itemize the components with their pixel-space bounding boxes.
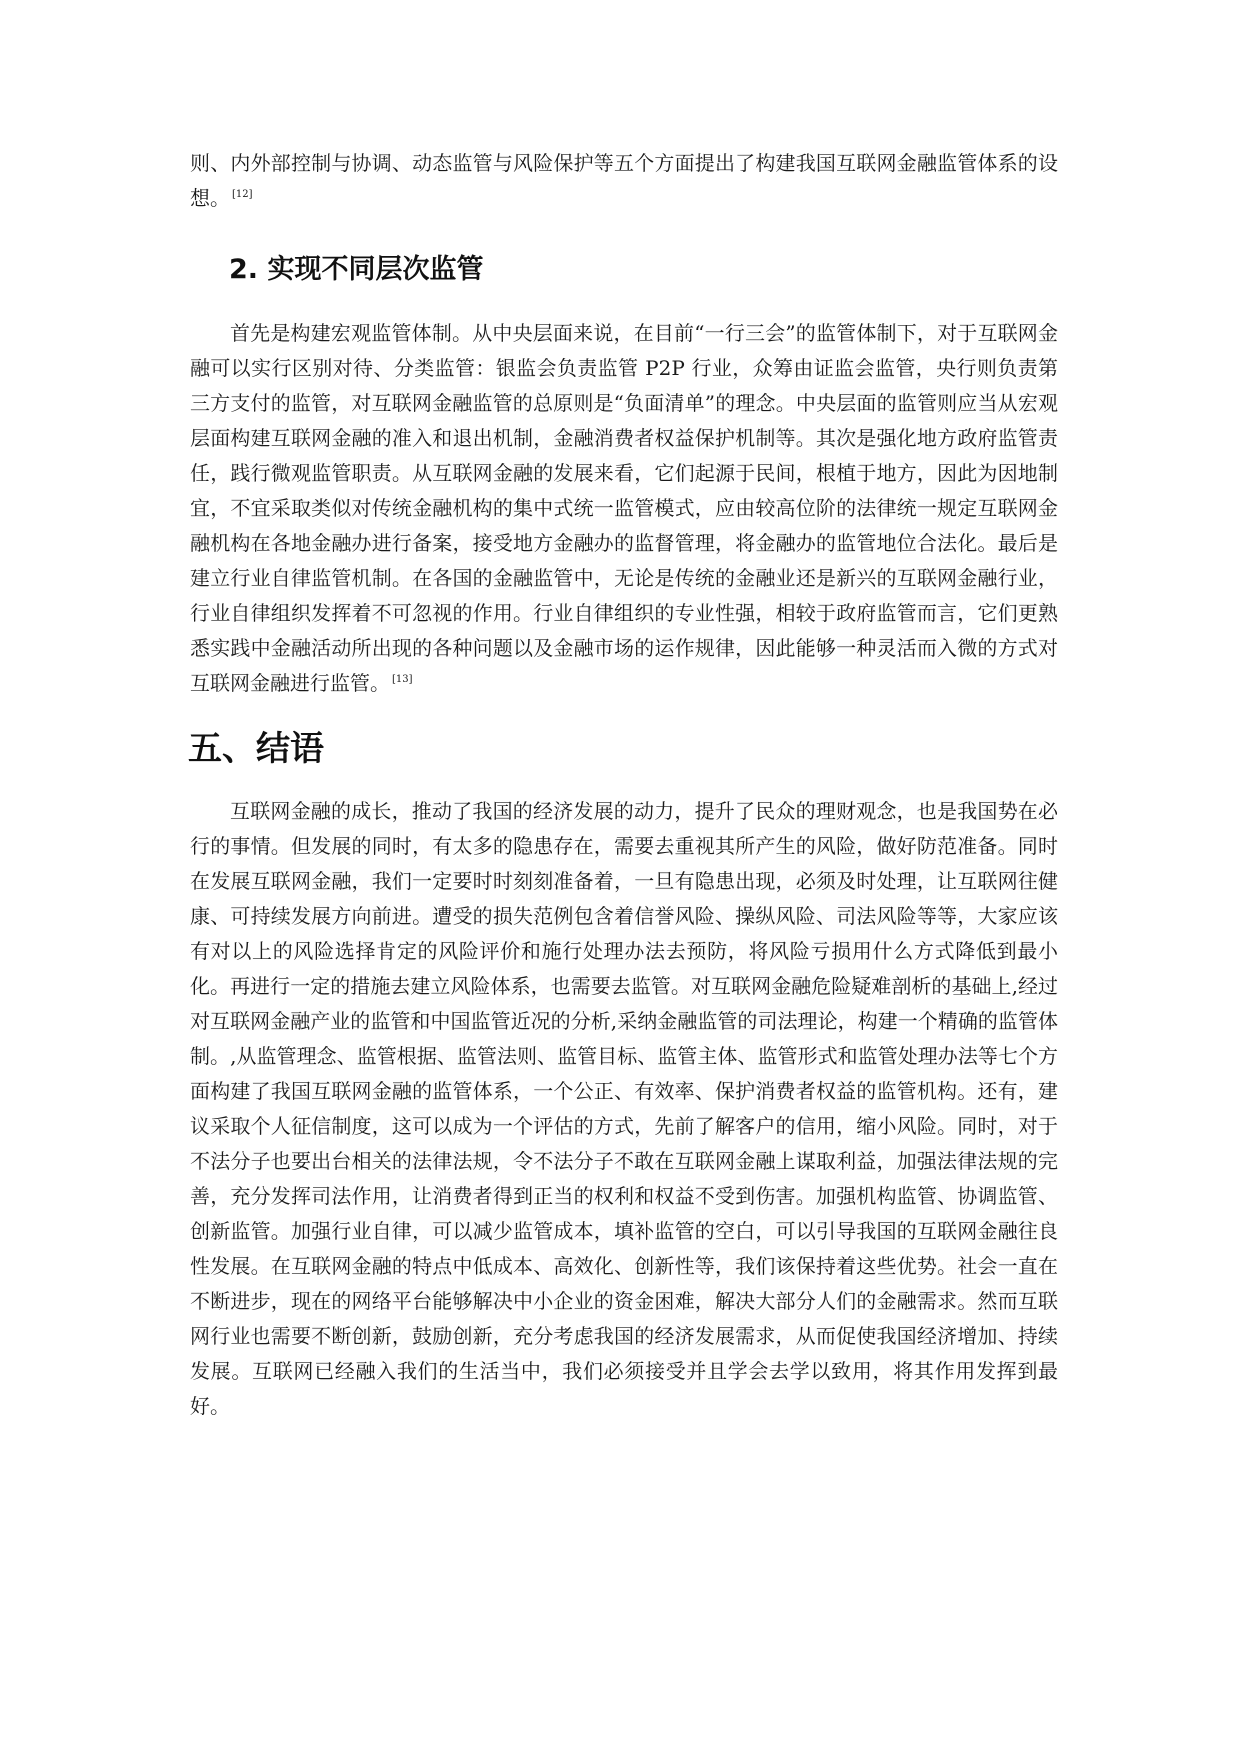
citation-12: [12] [232,189,253,201]
section-heading-2: 2. 实现不同层次监管 [229,254,484,285]
section2-text: 首先是构建宏观监管体制。从中央层面来说，在目前“一行三会”的监管体制下，对于互联网金融可以实行区别对待、分类监管：银监会负责监管 P2P 行业，众筹由证监会监管，央行则负责第三方支付的监管，对互联网金融监管的总原则是“负面清单”的理念。中央层面的监管则应当从宏观层面构建互联网金融的准入和退出机制，金融消费者权益保护机制等。其次是强化地方政府监管责任，践行微观监管职责。从互联网金融的发展来看，它们起源于民间，根植于地方，因此为因地制宜，不宜采取类似对传统金融机构的集中式统一监管模式，应由较高位阶的法律统一规定互联网金融机构在各地金融办进行备案，接受地方金融办的监督管理，将金融办的监管地位合法化。最后是建立行业自律监管机制。在各国的金融监管中，无论是传统的金融业还是新兴的互联网金融行业，行业自律组织发挥着不可忽视的作用。行业自律组织的专业性强，相较于政府监管而言，它们更熟悉实践中金融活动所出现的各种问题以及金融市场的运作规律，因此能够一种灵活而入微的方式对互联网金融进行监管。 [190,321,1058,695]
section2-paragraph [190,316,1058,701]
intro-text: 则、内外部控制与协调、动态监管与风险保护等五个方面提出了构建我国互联网金融监管体系的设想。 [190,151,1058,210]
conclusion-paragraph-block [190,794,1058,1424]
intro-paragraph [190,146,1058,216]
section2-paragraph-block [190,316,1058,701]
citation-13: [13] [392,674,413,686]
conclusion-paragraph: 互联网金融的成长，推动了我国的经济发展的动力，提升了民众的理财观念，也是我国势在必行的事情。但发展的同时，有太多的隐患存在，需要去重视其所产生的风险，做好防范准备。同时在发展互联网金融，我们一定要时时刻刻准备着，一旦有隐患出现，必须及时处理，让互联网往健康、可持续发展方向前进。遭受的损失范例包含着信誉风险、操纵风险、司法风险等等，大家应该有对以上的风险选择肯定的风险评价和施行处理办法去预防，将风险亏损用什么方式降低到最小化。再进行一定的措施去建立风险体系，也需要去监管。对互联网金融危险疑难剖析的基础上,经过对互联网金融产业的监管和中国监管近况的分析,采纳金融监管的司法理论，构建一个精确的监管体制。,从监管理念、监管根据、监管法则、监管目标、监管主体、监管形式和监管处理办法等七个方面构建了我国互联网金融的监管体系，一个公正、有效率、保护消费者权益的监管机构。还有，建议采取个人征信制度，这可以成为一个评估的方式，先前了解客户的信用，缩小风险。同时，对于不法分子也要出台相关的法律法规，令不法分子不敢在互联网金融上谋取利益，加强法律法规的完善，充分发挥司法作用，让消费者得到正当的权利和权益不受到伤害。加强机构监管、协调监管、创新监管。加强行业自律，可以减少监管成本，填补监管的空白，可以引导我国的互联网金融往良性发展。在互联网金融的特点中低成本、高效化、创新性等，我们该保持着这些优势。社会一直在不断进步，现在的网络平台能够解决中小企业的资金困难，解决大部分人们的金融需求。然而互联网行业也需要不断创新，鼓励创新，充分考虑我国的经济发展需求，从而促使我国经济增加、持续发展。互联网已经融入我们的生活当中，我们必须接受并且学会去学以致用，将其作用发挥到最好。 [190,799,1058,1418]
intro-paragraph-block [190,146,1058,216]
conclusion-heading: 五、结语 [188,729,324,769]
